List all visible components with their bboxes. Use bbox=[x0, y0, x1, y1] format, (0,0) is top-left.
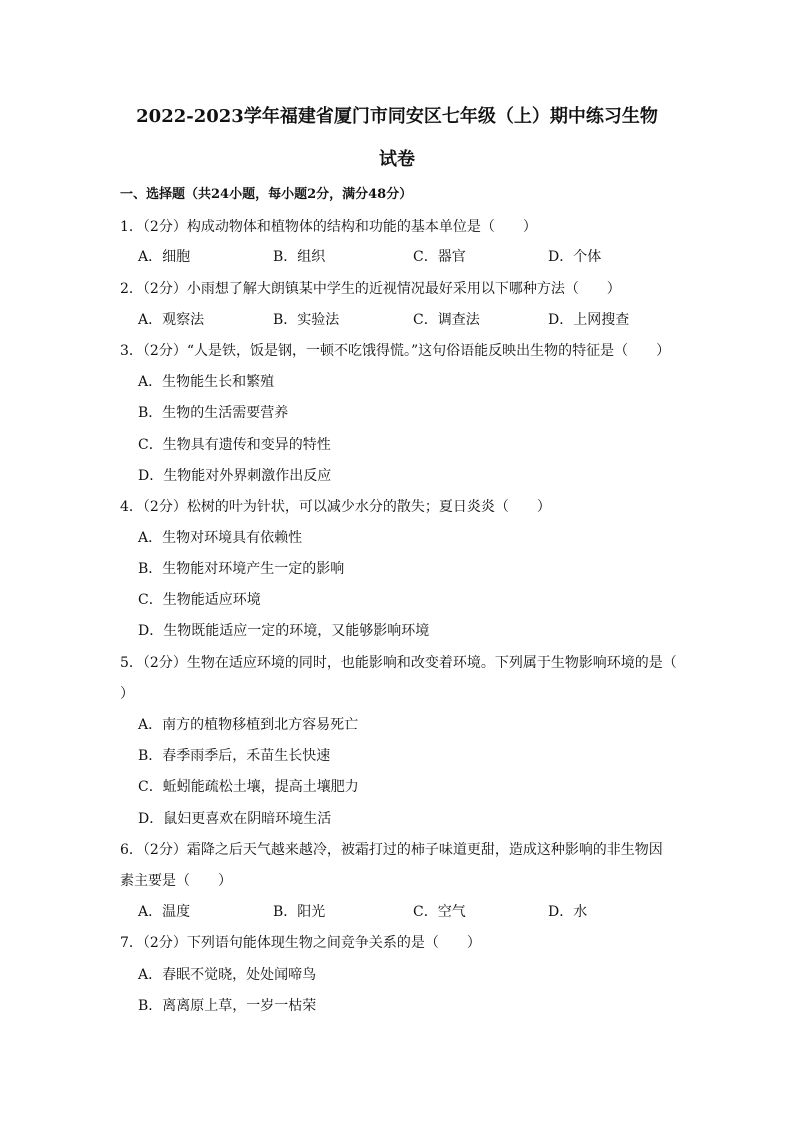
q5-option-d: D．鼠妇更喜欢在阴暗环境生活 bbox=[138, 811, 332, 827]
q3-option-b: B．生物的生活需要营养 bbox=[138, 405, 289, 421]
exam-title-line1: 2022-2023学年福建省厦门市同安区七年级（上）期中练习生物 bbox=[136, 106, 658, 127]
exam-title-line2: 试卷 bbox=[379, 149, 415, 170]
question-5-stem: 5．（2分）生物在适应环境的同时，也能影响和改变着环境。下列属于生物影响环境的是（ bbox=[120, 655, 677, 671]
question-6-stem: 6．（2分）霜降之后天气越来越冷，被霜打过的柿子味道更甜，造成这种影响的非生物因 bbox=[120, 842, 663, 858]
q6-option-a: A．温度 bbox=[138, 904, 191, 920]
q5-option-a: A．南方的植物移植到北方容易死亡 bbox=[138, 717, 359, 733]
question-6-options bbox=[138, 902, 698, 922]
question-2-stem: 2．（2分）小雨想了解大朗镇某中学生的近视情况最好采用以下哪种方法（ ） bbox=[120, 281, 621, 297]
q3-option-d: D．生物能对外界刺激作出反应 bbox=[138, 468, 332, 484]
q5-option-c: C．蚯蚓能疏松土壤，提高土壤肥力 bbox=[138, 779, 359, 795]
question-5-stem-cont: ） bbox=[120, 686, 134, 702]
q2-option-c: C．调查法 bbox=[413, 312, 480, 328]
q1-option-b: B．组织 bbox=[273, 249, 326, 265]
q1-option-a: A．细胞 bbox=[138, 249, 191, 265]
q6-option-c: C．空气 bbox=[413, 904, 466, 920]
q4-option-d: D．生物既能适应一定的环境，又能够影响环境 bbox=[138, 623, 430, 639]
q2-option-a: A．观察法 bbox=[138, 312, 205, 328]
q2-option-d: D．上网搜查 bbox=[548, 312, 630, 328]
q6-option-b: B．阳光 bbox=[273, 904, 326, 920]
question-1-options bbox=[138, 247, 698, 267]
q1-option-d: D．个体 bbox=[548, 249, 602, 265]
q6-option-d: D．水 bbox=[548, 904, 588, 920]
q2-option-b: B．实验法 bbox=[273, 312, 340, 328]
q4-option-b: B．生物能对环境产生一定的影响 bbox=[138, 561, 345, 577]
section-heading: 一、选择题（共24小题，每小题2分，满分48分） bbox=[120, 187, 413, 202]
q4-option-c: C．生物能适应环境 bbox=[138, 592, 261, 608]
q7-option-b: B．离离原上草，一岁一枯荣 bbox=[138, 998, 317, 1014]
question-4-stem: 4．（2分）松树的叶为针状，可以减少水分的散失；夏日炎炎（ ） bbox=[120, 499, 551, 515]
q7-option-a: A．春眠不觉晓，处处闻啼鸟 bbox=[138, 967, 317, 983]
q4-option-a: A．生物对环境具有依赖性 bbox=[138, 530, 303, 546]
q5-option-b: B．春季雨季后，禾苗生长快速 bbox=[138, 748, 331, 764]
question-7-stem: 7．（2分）下列语句能体现生物之间竞争关系的是（ ） bbox=[120, 935, 481, 951]
question-1-stem: 1．（2分）构成动物体和植物体的结构和功能的基本单位是（ ） bbox=[120, 219, 537, 235]
q1-option-c: C．器官 bbox=[413, 249, 466, 265]
q3-option-c: C．生物具有遗传和变异的特性 bbox=[138, 437, 331, 453]
question-3-stem: 3．（2分）“人是铁，饭是钢，一顿不吃饿得慌。”这句俗语能反映出生物的特征是（ ） bbox=[120, 343, 671, 359]
question-6-stem-cont: 素主要是（ ） bbox=[120, 873, 232, 889]
question-2-options bbox=[138, 310, 698, 330]
q3-option-a: A．生物能生长和繁殖 bbox=[138, 374, 275, 390]
